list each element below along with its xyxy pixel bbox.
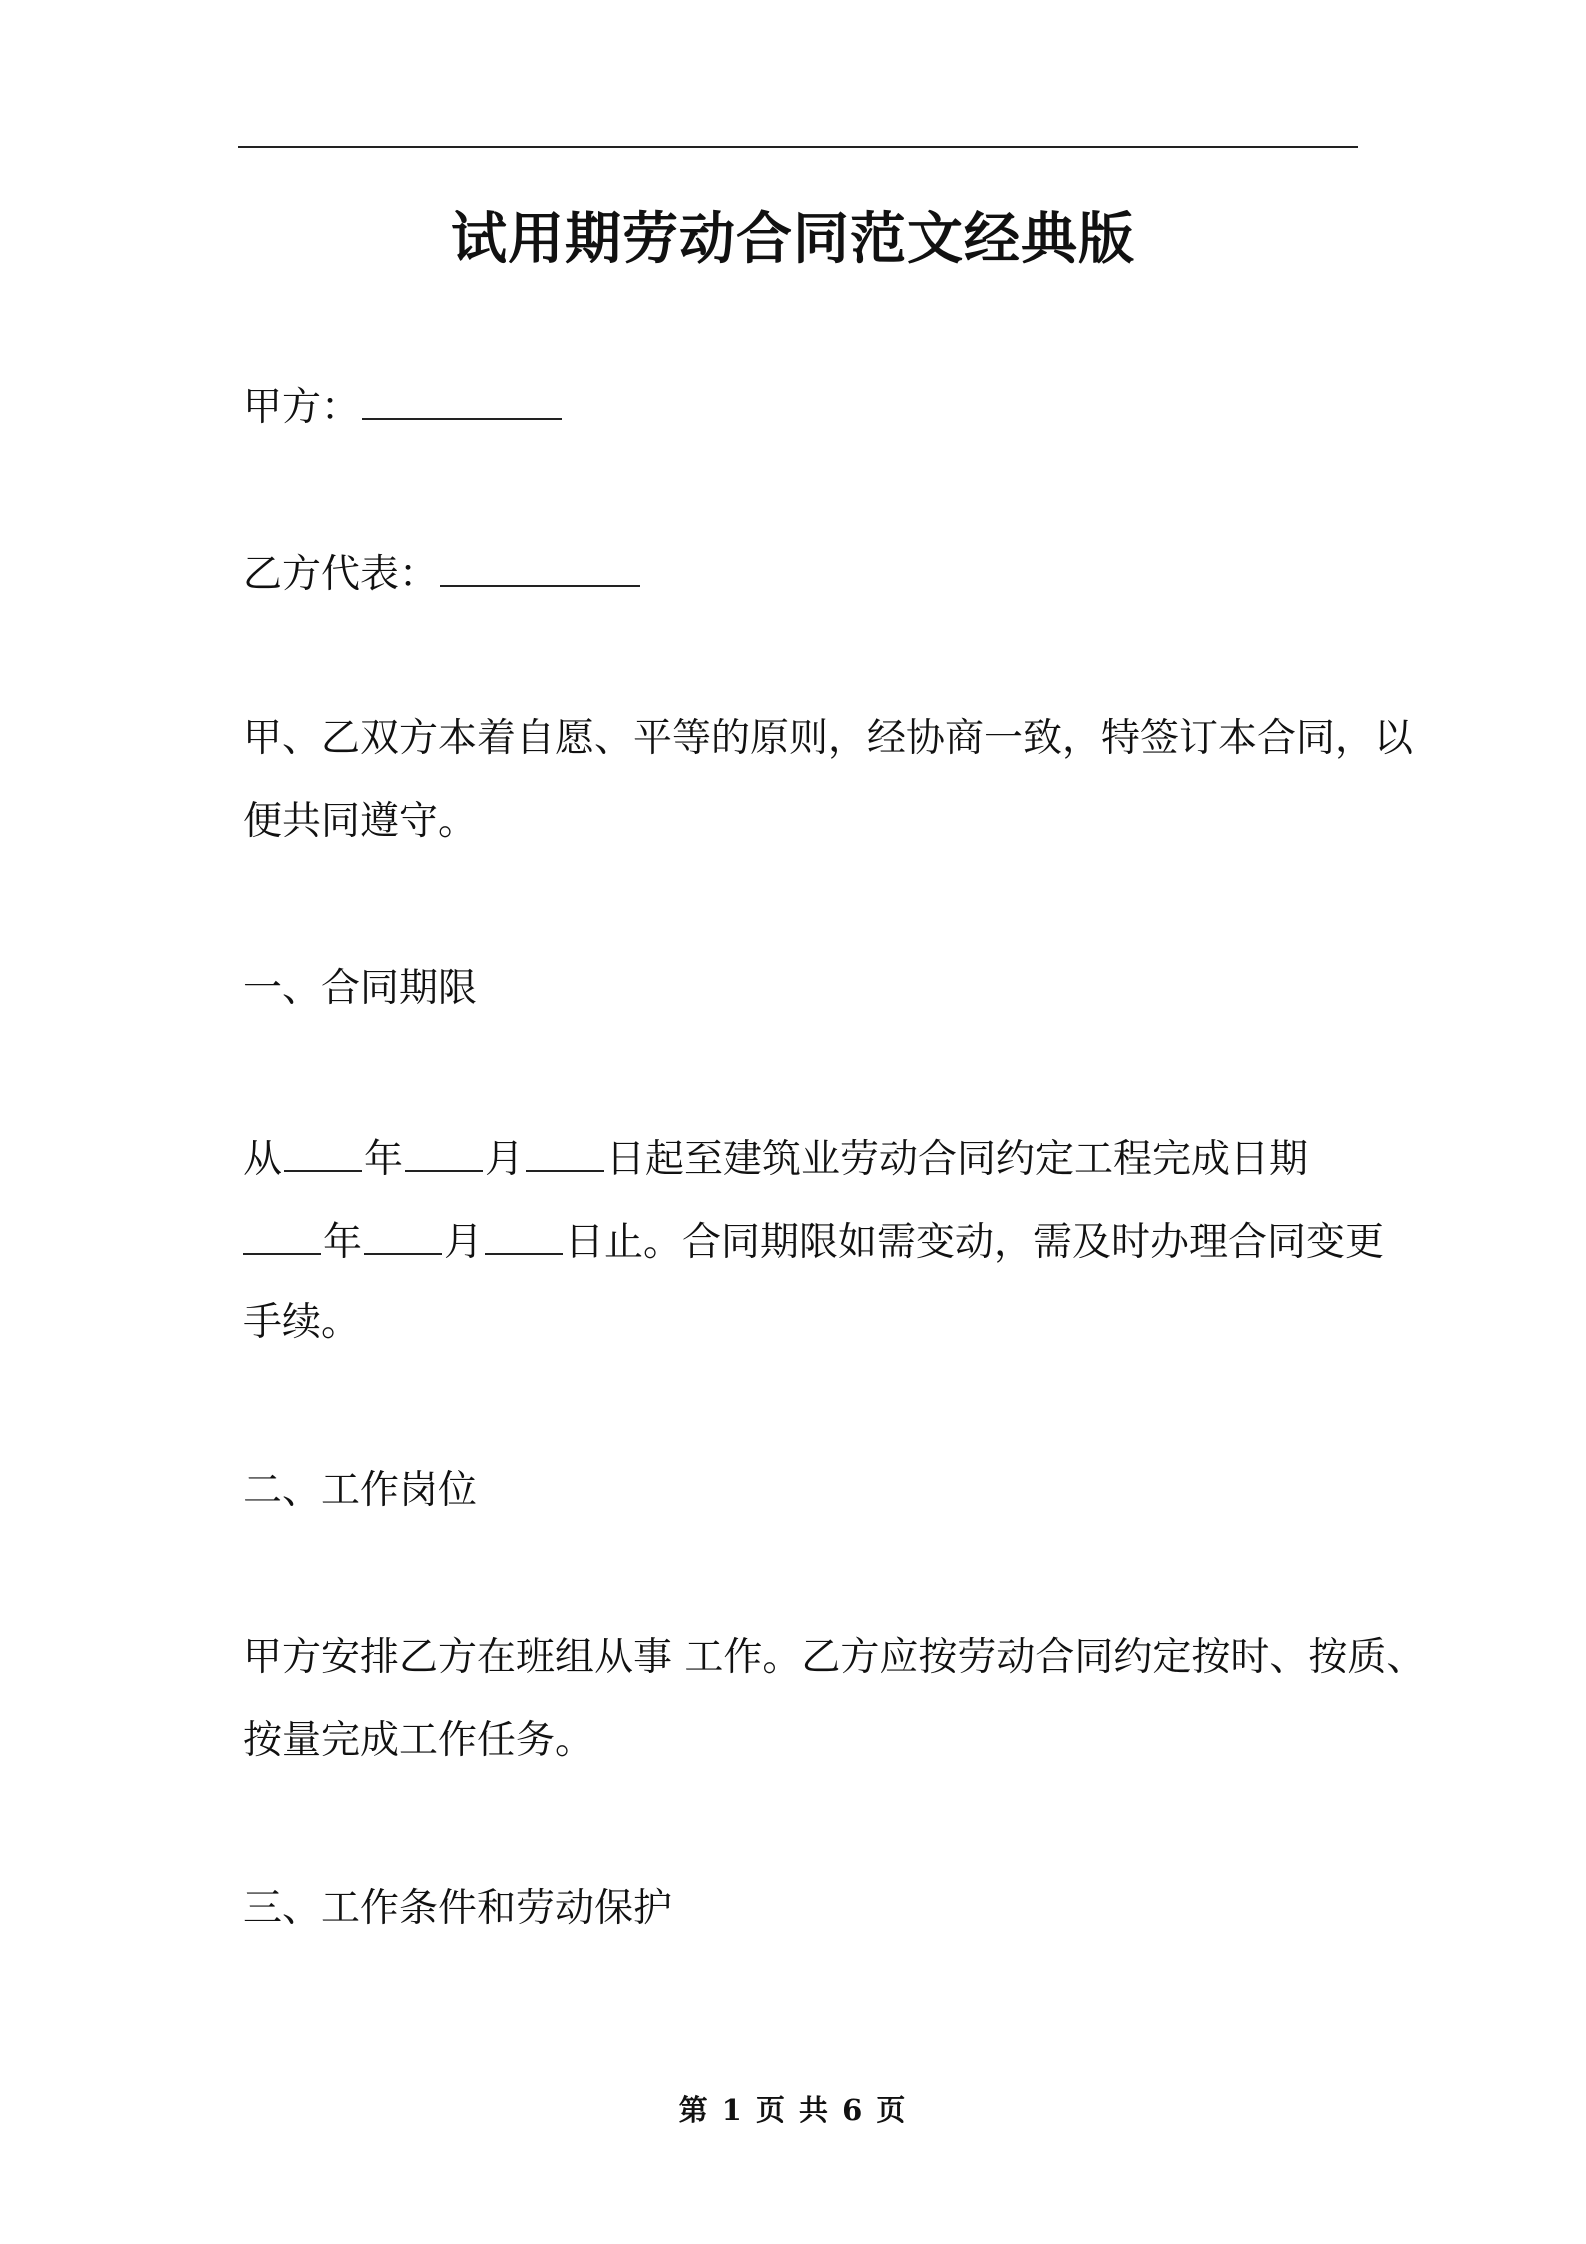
section-3-heading: 三、工作条件和劳动保护 xyxy=(243,1886,673,1931)
party-a-blank xyxy=(362,378,562,420)
start-year-blank xyxy=(284,1130,362,1172)
end-year-blank xyxy=(243,1213,321,1255)
section-1-heading: 一、合同期限 xyxy=(243,966,478,1011)
section-2-heading: 二、工作岗位 xyxy=(243,1468,478,1513)
intro-line-1: 甲、乙双方本着自愿、平等的原则，经协商一致，特签订本合同，以 xyxy=(243,716,1414,761)
end-month-blank xyxy=(364,1213,442,1255)
term-year-label: 年 xyxy=(364,1137,404,1182)
intro-line-2: 便共同遵守。 xyxy=(243,799,478,844)
party-b-blank xyxy=(440,545,640,587)
term-line-1 xyxy=(243,1130,1308,1187)
party-a-label: 甲方： xyxy=(243,385,361,430)
position-line-2: 按量完成工作任务。 xyxy=(243,1718,595,1763)
term-line-2 xyxy=(243,1213,1384,1270)
end-year-label: 年 xyxy=(323,1220,363,1265)
end-day-blank xyxy=(485,1213,563,1255)
start-month-blank xyxy=(405,1130,483,1172)
document-title: 试用期劳动合同范文经典版 xyxy=(451,207,1135,272)
term-line-3: 手续。 xyxy=(243,1300,361,1345)
party-b-line xyxy=(243,545,642,602)
start-day-blank xyxy=(526,1130,604,1172)
term-line-1-suffix: 日起至建筑业劳动合同约定工程完成日期 xyxy=(606,1137,1309,1182)
party-a-line xyxy=(243,378,564,435)
party-b-label: 乙方代表： xyxy=(243,552,439,597)
position-line-1: 甲方安排乙方在班组从事 工作。乙方应按劳动合同约定按时、按质、 xyxy=(243,1635,1426,1680)
end-month-label: 月 xyxy=(444,1220,484,1265)
term-line-2-suffix: 日止。合同期限如需变动，需及时办理合同变更 xyxy=(565,1220,1385,1265)
term-month-label: 月 xyxy=(485,1137,525,1182)
term-from: 从 xyxy=(243,1137,283,1182)
header-rule xyxy=(238,146,1358,148)
page-number: 第 1 页 共 6 页 xyxy=(678,2093,908,2127)
